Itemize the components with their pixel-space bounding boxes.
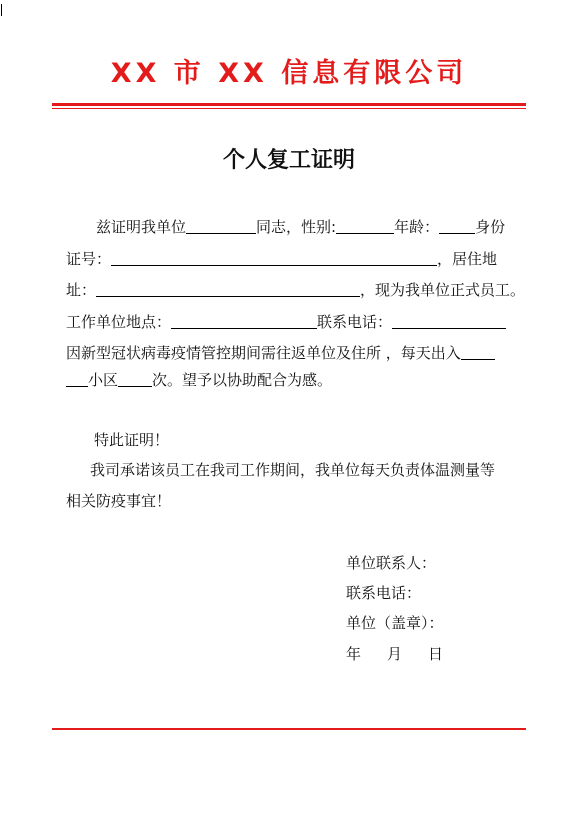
body-line-3 [66, 279, 526, 301]
blank-community [66, 370, 88, 387]
footer-rule [52, 728, 526, 730]
blank-id-number [111, 249, 437, 266]
text-segment: 次。望予以协助配合为感。 [152, 371, 333, 389]
text-segment: 小区 [88, 371, 119, 389]
text-segment: 身份 [475, 218, 506, 236]
text-segment: 址： [66, 281, 97, 299]
blank-work-address [171, 312, 317, 329]
date-month: 月 [387, 645, 403, 663]
signature-date [346, 643, 526, 665]
blank-phone [392, 312, 506, 329]
header-rule-thick [52, 103, 526, 106]
blank-name [186, 217, 256, 234]
text-segment: ，居住地 [437, 250, 498, 268]
text-segment: 工作单位地点： [66, 313, 172, 331]
blank-exit-count [461, 343, 495, 360]
signature-seal: 单位（盖章）： [346, 614, 444, 632]
body-line-1 [66, 216, 526, 238]
signature-contact-person: 单位联系人： [346, 554, 437, 572]
text-segment: 兹证明我单位 [96, 218, 187, 236]
blank-gender [336, 217, 394, 234]
text-segment: 特此证明！ [94, 431, 170, 449]
special-statement [66, 429, 526, 451]
text-segment: 我司承诺该员工在我司工作期间，我单位每天负责体温测量等 [90, 461, 496, 479]
body-line-6 [66, 369, 526, 391]
blank-age [439, 217, 475, 234]
text-segment: 证号： [66, 250, 112, 268]
commitment-line-2 [66, 490, 526, 512]
body-line-4 [66, 311, 526, 333]
document-title: 个人复工证明 [222, 148, 355, 173]
blank-times [118, 370, 152, 387]
date-day: 日 [428, 645, 444, 663]
text-segment: 年龄： [394, 218, 440, 236]
text-segment: 相关防疫事宜！ [66, 492, 172, 510]
blank-address [96, 280, 360, 297]
date-year: 年 [346, 645, 362, 663]
commitment-line-1 [66, 459, 526, 481]
text-segment: 同志，性别: [256, 218, 337, 236]
text-cursor [1, 4, 2, 16]
company-name: XX 市 XX 信息有限公司 [110, 58, 468, 89]
text-segment: 联系电话： [317, 313, 393, 331]
body-line-5 [66, 342, 526, 364]
header-rule-thin [52, 108, 526, 109]
text-segment: 因新型冠状病毒疫情管控期间需往返单位及住所 ，每天出入 [66, 344, 461, 362]
signature-phone: 联系电话： [346, 584, 422, 602]
text-segment: ，现为我单位正式员工。 [360, 281, 526, 299]
body-line-2 [66, 248, 526, 270]
